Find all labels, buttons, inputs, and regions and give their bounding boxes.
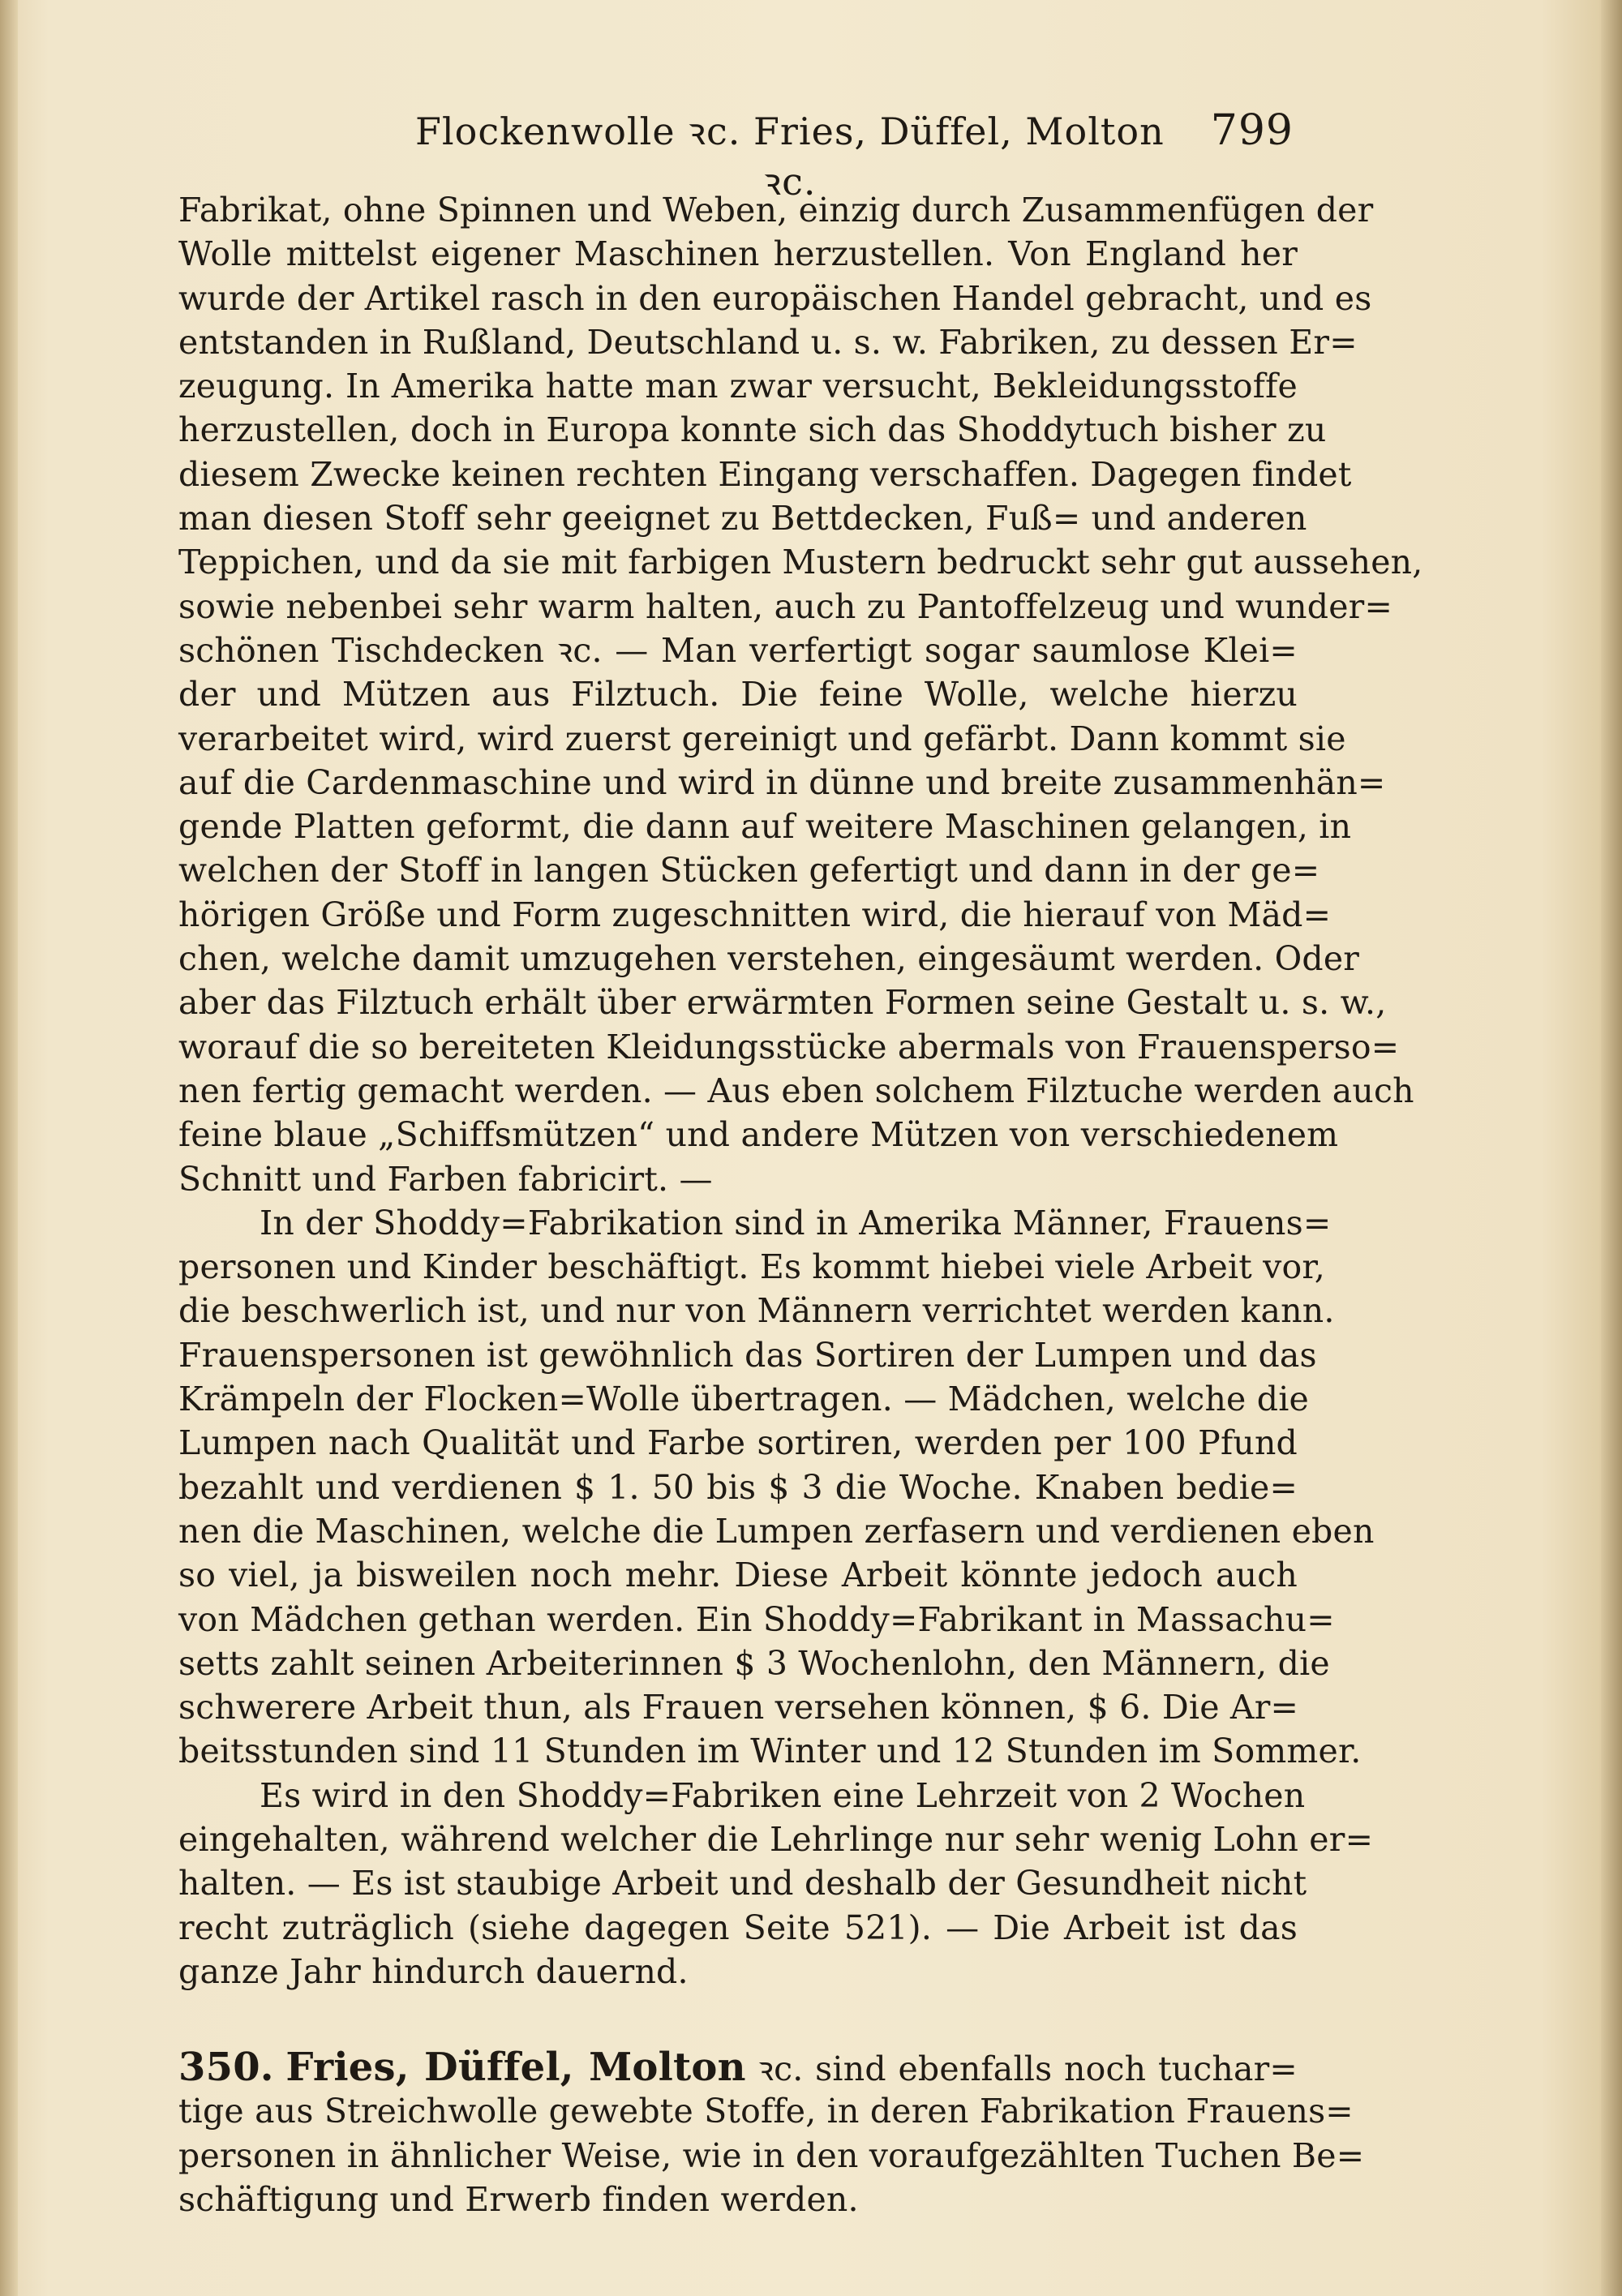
page-number: 799 [1210, 106, 1294, 155]
page-gutter [0, 0, 18, 2296]
text-line: verarbeitet wird, wird zuerst gereinigt und gefärbt. Dann kommt sie [178, 719, 1346, 758]
text-line: ganze Jahr hindurch dauernd. [178, 1951, 689, 1991]
section-heading: Fries, Düffel, Molton [285, 2045, 746, 2091]
text-line: feine blaue „Schiffsmützen“ und andere Mützen von verschiedenem [178, 1115, 1339, 1155]
text-line: Krämpeln der Flocken=Wolle übertragen. — Mädchen, welche die [178, 1380, 1309, 1419]
text-line: personen in ähnlicher Weise, wie in den voraufgezählten Tuchen Be= [178, 2135, 1365, 2175]
text-line: beitsstunden sind 11 Stunden im Winter und 12 Stunden im Sommer. [178, 1732, 1362, 1771]
running-title: Flockenwolle ꝛc. Fries, Düffel, Molton ꝛc. [415, 109, 1165, 204]
page-edge [1601, 0, 1622, 2296]
paragraph [178, 1774, 1374, 1993]
section-first-line-rest: sind ebenfalls noch tuchar= [815, 2049, 1298, 2089]
text-line: nen die Maschinen, welche die Lumpen zerfasern und verdienen eben [178, 1511, 1375, 1551]
text-line: bezahlt und verdienen $ 1. 50 bis $ 3 die Woche. Knaben bedie= [178, 1467, 1298, 1507]
text-line: der und Mützen aus Filztuch. Die feine Wolle, welche hierzu [178, 675, 1298, 715]
text-line: welchen der Stoff in langen Stücken gefertigt und dann in der ge= [178, 851, 1320, 891]
text-line: wurde der Artikel rasch in den europäischen Handel gebracht, und es [178, 278, 1372, 318]
text-line: Wolle mittelst eigener Maschinen herzustellen. Von England her [178, 234, 1298, 274]
text-line: recht zuträglich (siehe dagegen Seite 521). — Die Arbeit ist das [178, 1908, 1298, 1947]
text-line: von Mädchen gethan werden. Ein Shoddy=Fabrikant in Massachu= [178, 1599, 1335, 1639]
text-line: Frauenspersonen ist gewöhnlich das Sortiren der Lumpen und das [178, 1335, 1317, 1375]
text-line: aber das Filztuch erhält über erwärmten Formen seine Gestalt u. s. w., [178, 983, 1387, 1023]
text-line: Lumpen nach Qualität und Farbe sortiren, werden per 100 Pfund [178, 1423, 1298, 1463]
text-line: diesem Zwecke keinen rechten Eingang verschaffen. Dagegen findet [178, 454, 1352, 494]
text-line: worauf die so bereiteten Kleidungsstücke abermals von Frauensperso= [178, 1027, 1400, 1066]
text-line: Teppichen, und da sie mit farbigen Mustern bedruckt sehr gut aussehen, [178, 543, 1423, 582]
section-heading-suffix: ꝛc. [757, 2049, 804, 2089]
text-line: nen fertig gemacht werden. — Aus eben solchem Filztuche werden auch [178, 1071, 1414, 1110]
text-line: entstanden in Rußland, Deutschland u. s. w. Fabriken, zu dessen Er= [178, 322, 1358, 362]
text-line: hörigen Größe und Form zugeschnitten wird, die hierauf von Mäd= [178, 895, 1332, 934]
section-350 [178, 2045, 1365, 2221]
page-body [178, 188, 1423, 2221]
text-line: sowie nebenbei sehr warm halten, auch zu Pantoffelzeug und wunder= [178, 586, 1393, 626]
paragraphs [178, 188, 1423, 1993]
text-line: herzustellen, doch in Europa konnte sich das Shoddytuch bisher zu [178, 410, 1327, 450]
text-line: man diesen Stoff sehr geeignet zu Bettdecken, Fuß= und anderen [178, 499, 1307, 539]
paragraph [178, 188, 1423, 1201]
text-line: In der Shoddy=Fabrikation sind in Amerika Männer, Frauens= [260, 1203, 1332, 1242]
section-number: 350. [178, 2045, 274, 2091]
text-line: chen, welche damit umzugehen verstehen, eingesäumt werden. Oder [178, 939, 1360, 979]
text-line: setts zahlt seinen Arbeiterinnen $ 3 Wochenlohn, den Männern, die [178, 1643, 1330, 1683]
text-line: so viel, ja bisweilen noch mehr. Diese Arbeit könnte jedoch auch [178, 1556, 1298, 1595]
paragraph [178, 1201, 1375, 1774]
section-lines [178, 2089, 1365, 2221]
text-line: schönen Tischdecken ꝛc. — Man verfertigt sogar saumlose Klei= [178, 630, 1298, 670]
text-line: Fabrikat, ohne Spinnen und Weben, einzig durch Zusammenfügen der [178, 191, 1374, 230]
text-line: Schnitt und Farben fabricirt. — [178, 1159, 713, 1199]
text-line: Es wird in den Shoddy=Fabriken eine Lehrzeit von 2 Wochen [260, 1775, 1306, 1815]
text-line: die beschwerlich ist, und nur von Männern verrichtet werden kann. [178, 1291, 1335, 1331]
text-line: schäftigung und Erwerb finden werden. [178, 2180, 859, 2220]
text-line: halten. — Es ist staubige Arbeit und deshalb der Gesundheit nicht [178, 1864, 1307, 1903]
text-line: eingehalten, während welcher die Lehrlinge nur sehr wenig Lohn er= [178, 1819, 1374, 1859]
text-line: personen und Kinder beschäftigt. Es kommt hiebei viele Arbeit vor, [178, 1247, 1325, 1287]
text-line: gende Platten geformt, die dann auf weitere Maschinen gelangen, in [178, 807, 1352, 847]
text-line: auf die Cardenmaschine und wird in dünne und breite zusammenhän= [178, 762, 1386, 802]
text-line: zeugung. In Amerika hatte man zwar versucht, Bekleidungsstoffe [178, 367, 1298, 406]
section-first-line [178, 2045, 1298, 2089]
text-line: tige aus Streichwolle gewebte Stoffe, in deren Fabrikation Frauens= [178, 2092, 1354, 2131]
text-line: schwerere Arbeit thun, als Frauen versehen können, $ 6. Die Ar= [178, 1688, 1299, 1727]
